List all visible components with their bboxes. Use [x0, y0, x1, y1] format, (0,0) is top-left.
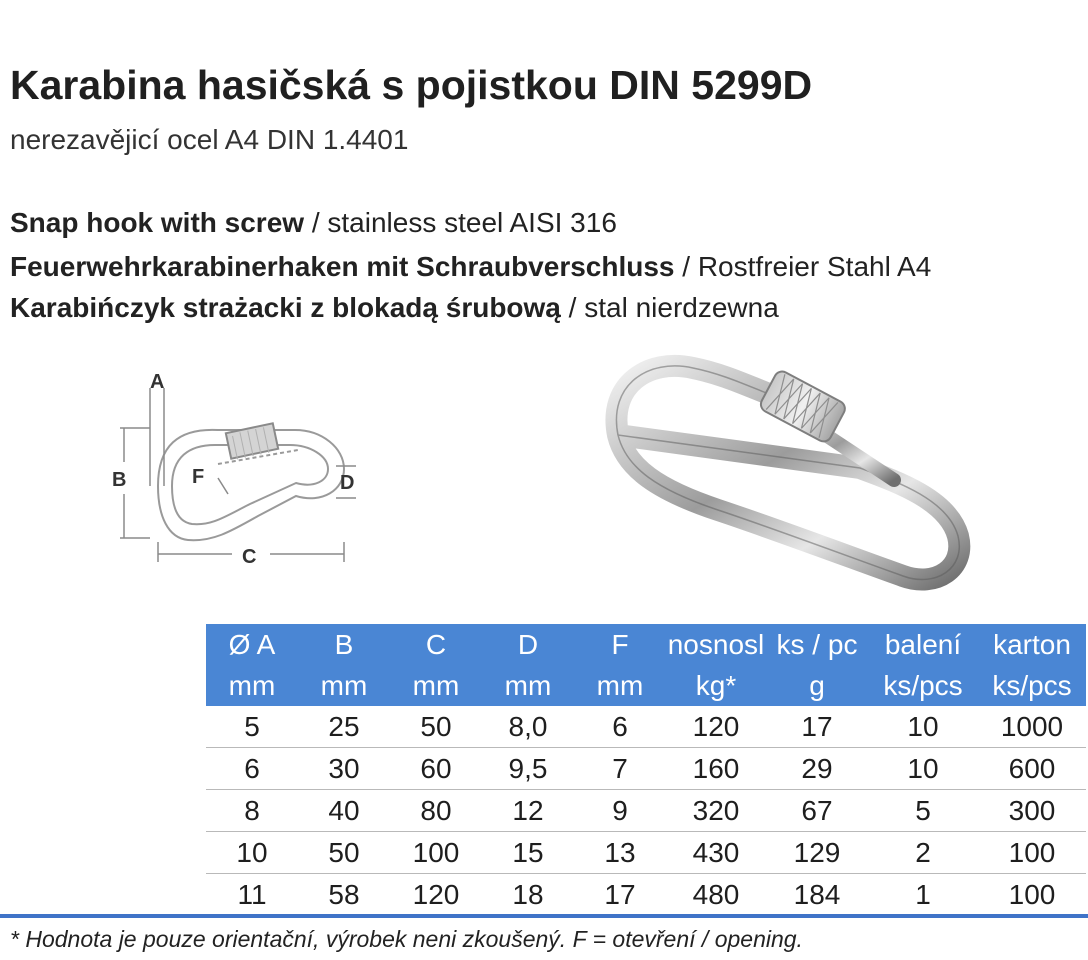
snap-hook-photo	[598, 340, 978, 595]
column-header: mm	[298, 665, 390, 706]
translation-pl	[10, 292, 779, 324]
product-subtitle: nerezavějicí ocel A4 DIN 1.4401	[10, 124, 409, 155]
table-cell: 67	[766, 790, 868, 832]
table-cell: 25	[298, 706, 390, 748]
column-header: C	[390, 624, 482, 665]
table-cell: 8	[206, 790, 298, 832]
dimension-diagram	[100, 366, 370, 576]
table-cell: 40	[298, 790, 390, 832]
table-cell: 2	[868, 832, 978, 874]
dimension-label-d: D	[340, 472, 355, 494]
footnote: * Hodnota je pouze orientační, výrobek neni zkoušený. F = otevření / opening.	[10, 926, 803, 952]
column-header: mm	[390, 665, 482, 706]
translation-en-material: / stainless steel AISI 316	[304, 207, 617, 238]
table-cell: 58	[298, 874, 390, 916]
dimension-label-a: A	[150, 371, 165, 393]
column-header: mm	[574, 665, 666, 706]
table-cell: 129	[766, 832, 868, 874]
column-header: balení	[868, 624, 978, 665]
table-cell: 184	[766, 874, 868, 916]
dimension-label-c: C	[242, 546, 257, 568]
table-cell: 480	[666, 874, 766, 916]
column-header: ks / pc	[766, 624, 868, 665]
table-cell: 18	[482, 874, 574, 916]
table-cell: 8,0	[482, 706, 574, 748]
table-cell: 30	[298, 748, 390, 790]
bottom-divider	[0, 914, 1088, 918]
table-cell: 11	[206, 874, 298, 916]
table-cell: 60	[390, 748, 482, 790]
table-cell: 50	[390, 706, 482, 748]
table-header-row-bottom	[206, 665, 1086, 706]
table-cell: 120	[390, 874, 482, 916]
table-cell: 17	[766, 706, 868, 748]
table-row	[206, 790, 1086, 832]
table-cell: 10	[206, 832, 298, 874]
table-cell: 1	[868, 874, 978, 916]
table-cell: 10	[868, 748, 978, 790]
translation-en	[10, 207, 617, 239]
specification-table	[206, 624, 1086, 916]
table-cell: 15	[482, 832, 574, 874]
table-row	[206, 748, 1086, 790]
table-cell: 12	[482, 790, 574, 832]
table-row	[206, 706, 1086, 748]
dimension-label-f: F	[192, 466, 205, 488]
table-cell: 9,5	[482, 748, 574, 790]
column-header: kg*	[666, 665, 766, 706]
table-cell: 160	[666, 748, 766, 790]
table-cell: 120	[666, 706, 766, 748]
table-row	[206, 874, 1086, 916]
column-header: mm	[482, 665, 574, 706]
column-header: D	[482, 624, 574, 665]
column-header: F	[574, 624, 666, 665]
table-cell: 100	[390, 832, 482, 874]
column-header: karton	[978, 624, 1086, 665]
table-cell: 5	[868, 790, 978, 832]
translation-en-name: Snap hook with screw	[10, 207, 305, 238]
column-header: B	[298, 624, 390, 665]
table-cell: 80	[390, 790, 482, 832]
translation-de	[10, 251, 931, 283]
table-cell: 300	[978, 790, 1086, 832]
column-header: Ø A	[206, 624, 298, 665]
table-cell: 50	[298, 832, 390, 874]
table-cell: 1000	[978, 706, 1086, 748]
table-cell: 100	[978, 832, 1086, 874]
translation-pl-material: / stal nierdzewna	[560, 292, 779, 323]
column-header: ks/pcs	[978, 665, 1086, 706]
table-row	[206, 832, 1086, 874]
table-cell: 100	[978, 874, 1086, 916]
column-header: mm	[206, 665, 298, 706]
translation-de-material: / Rostfreier Stahl A4	[674, 251, 932, 282]
table-cell: 6	[574, 706, 666, 748]
table-cell: 430	[666, 832, 766, 874]
table-cell: 17	[574, 874, 666, 916]
translation-de-name: Feuerwehrkarabinerhaken mit Schraubverschluss	[10, 251, 675, 282]
table-cell: 5	[206, 706, 298, 748]
table-cell: 6	[206, 748, 298, 790]
table-header-row-top	[206, 624, 1086, 665]
table-cell: 9	[574, 790, 666, 832]
table-cell: 29	[766, 748, 868, 790]
column-header: g	[766, 665, 868, 706]
product-title: Karabina hasičská s pojistkou DIN 5299D	[10, 62, 813, 108]
table-cell: 10	[868, 706, 978, 748]
table-cell: 320	[666, 790, 766, 832]
table-cell: 7	[574, 748, 666, 790]
table-cell: 600	[978, 748, 1086, 790]
column-header: nosnosl	[666, 624, 766, 665]
translation-pl-name: Karabińczyk strażacki z blokadą śrubową	[10, 292, 561, 323]
column-header: ks/pcs	[868, 665, 978, 706]
table-cell: 13	[574, 832, 666, 874]
dimension-label-b: B	[112, 469, 127, 491]
